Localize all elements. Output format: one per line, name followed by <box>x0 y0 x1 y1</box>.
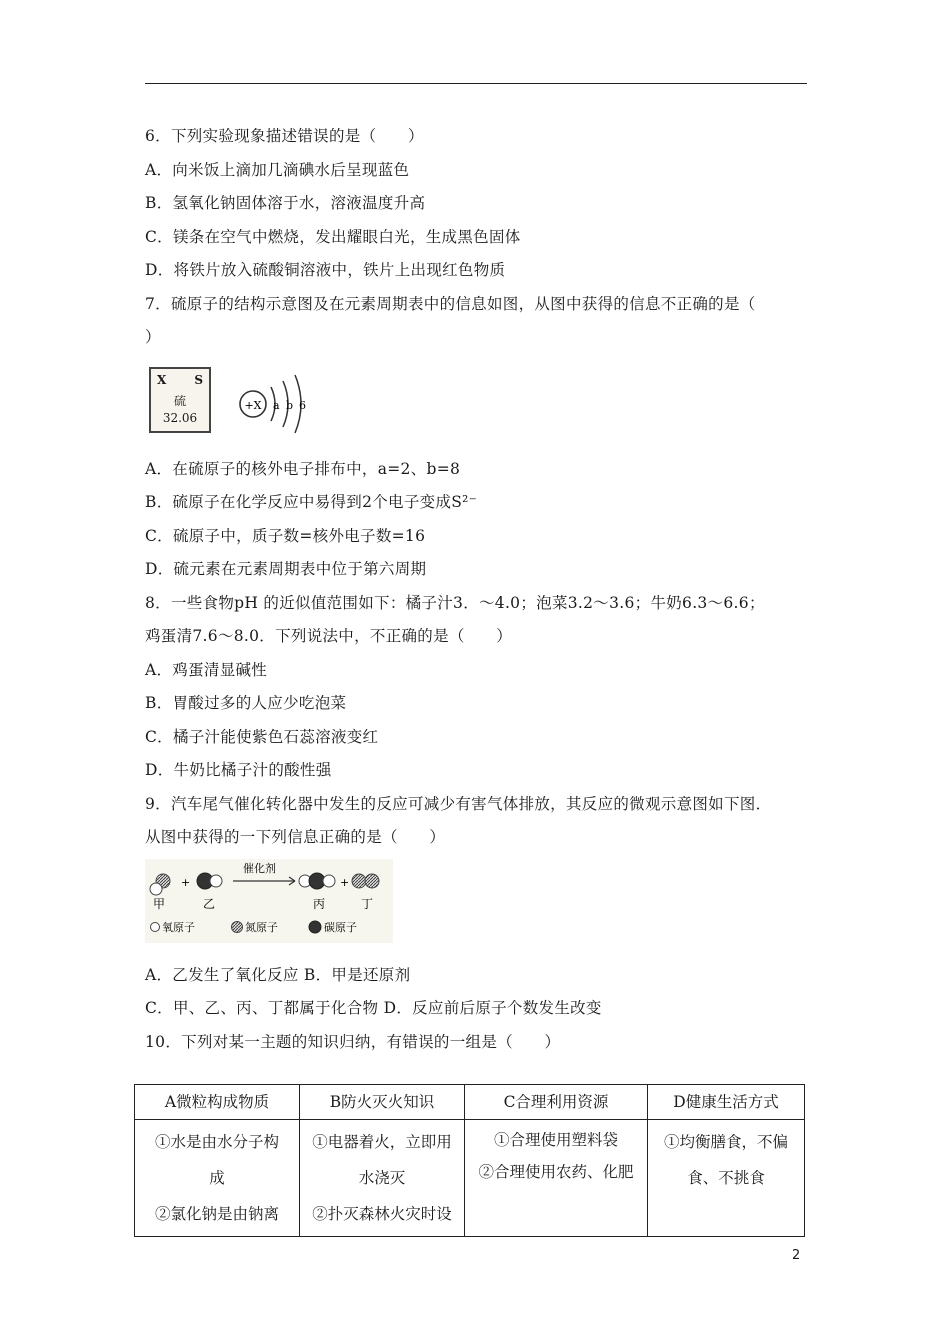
periodic-table-cell <box>149 367 211 433</box>
q6-stem: 6．下列实验现象描述错误的是（ ） <box>145 127 424 145</box>
atom-structure-diagram <box>231 363 331 439</box>
header-rule <box>145 83 807 84</box>
element-symbol: S <box>194 372 203 387</box>
cell-a <box>135 1120 300 1237</box>
q6-option-d: D．将铁片放入硫酸铜溶液中，铁片上出现红色物质 <box>145 261 506 279</box>
q6-option-b: B．氢氧化钠固体溶于水，溶液温度升高 <box>145 194 426 212</box>
q8-stem-line1: 8．一些食物pH 的近似值范围如下：橘子汁3．～4.0；泡菜3.2～3.6；牛奶6.3～6.6； <box>145 593 765 612</box>
cell-b-line2: 水浇灭 <box>358 1169 406 1187</box>
q8-option-a: A．鸡蛋清显碱性 <box>145 660 268 679</box>
element-name: 硫 <box>173 393 186 408</box>
page-content <box>145 120 815 1059</box>
plus-sign-1: + <box>181 875 191 889</box>
cell-a-line3: ②氯化钠是由钠离 <box>154 1205 279 1223</box>
catalyst-label: 催化剂 <box>243 861 276 875</box>
shell-2-count: b <box>286 398 294 412</box>
plus-sign-2: + <box>340 875 350 889</box>
sulfur-figure <box>145 363 815 441</box>
header-c: C合理利用资源 <box>465 1085 648 1120</box>
table-header-row <box>135 1085 805 1120</box>
legend-nitrogen: 氮原子 <box>245 920 278 934</box>
q10-stem: 10．下列对某一主题的知识归纳，有错误的一组是（ ） <box>145 1032 561 1051</box>
page-number: 2 <box>792 1248 801 1263</box>
atomic-mass: 32.06 <box>162 410 198 425</box>
cell-b-line1: ①电器着火，立即用 <box>312 1133 452 1151</box>
label-bing: 丙 <box>313 896 326 911</box>
reaction-figure <box>145 859 815 945</box>
q7-option-a: A．在硫原子的核外电子排布中，a=2、b=8 <box>145 459 461 478</box>
element-number-label: X <box>157 372 167 387</box>
q6-option-c: C．镁条在空气中燃烧，发出耀眼白光，生成黑色固体 <box>145 227 521 246</box>
q7-stem-line1: 7．硫原子的结构示意图及在元素周期表中的信息如图，从图中获得的信息不正确的是（ <box>145 294 756 313</box>
cell-b-line3: ②扑灭森林火灾时设 <box>312 1205 452 1223</box>
q7-option-d: D．硫元素在元素周期表中位于第六周期 <box>145 560 427 578</box>
shell-1-count: a <box>273 398 280 412</box>
knowledge-table <box>134 1084 805 1237</box>
q9-options-line2: C．甲、乙、丙、丁都属于化合物 D．反应前后原子个数发生改变 <box>145 999 602 1017</box>
header-a: A微粒构成物质 <box>135 1085 300 1120</box>
header-b: B防火灭火知识 <box>300 1085 465 1120</box>
cell-d-line2: 食、不挑食 <box>687 1169 765 1187</box>
cell-c-line2: ②合理使用农药、化肥 <box>478 1163 634 1181</box>
legend-oxygen: 氧原子 <box>162 920 195 934</box>
q9-options-line1: A．乙发生了氧化反应 B．甲是还原剂 <box>145 965 411 984</box>
nucleus-charge: +X <box>244 398 262 412</box>
q6-option-a: A．向米饭上滴加几滴碘水后呈现蓝色 <box>145 160 410 179</box>
legend-carbon: 碳原子 <box>324 920 357 934</box>
reaction-diagram <box>145 859 395 945</box>
cell-a-line1: ①水是由水分子构 <box>154 1133 279 1151</box>
q8-option-c: C．橘子汁能使紫色石蕊溶液变红 <box>145 727 379 746</box>
q9-stem-line1: 9．汽车尾气催化转化器中发生的反应可减少有害气体排放，其反应的微观示意图如下图． <box>145 794 772 813</box>
label-ding: 丁 <box>361 896 374 911</box>
cell-d-line1: ①均衡膳食，不偏 <box>663 1133 788 1151</box>
label-yi: 乙 <box>203 896 216 911</box>
cell-d <box>648 1120 805 1237</box>
molecule-bing <box>299 873 335 889</box>
legend-oxygen-swatch <box>151 922 160 931</box>
q7-stem-line2: ） <box>145 328 161 346</box>
molecule-yi <box>197 873 222 889</box>
q8-stem-line2: 鸡蛋清7.6～8.0．下列说法中，不正确的是（ ） <box>145 627 513 645</box>
legend-nitrogen-swatch <box>232 921 243 932</box>
q9-stem-line2: 从图中获得的一下列信息正确的是（ ） <box>145 828 446 846</box>
label-jia: 甲 <box>153 896 166 911</box>
legend-carbon-swatch <box>309 921 321 933</box>
cell-b <box>300 1120 465 1237</box>
cell-c-line1: ①合理使用塑料袋 <box>493 1131 618 1149</box>
cell-a-line2: 成 <box>209 1169 225 1187</box>
cell-c <box>465 1120 648 1237</box>
table-row <box>135 1120 805 1237</box>
q8-option-d: D．牛奶比橘子汁的酸性强 <box>145 761 332 779</box>
q7-option-b: B．硫原子在化学反应中易得到2个电子变成S²⁻ <box>145 493 478 511</box>
q7-option-c: C．硫原子中，质子数=核外电子数=16 <box>145 526 426 545</box>
q8-option-b: B．胃酸过多的人应少吃泡菜 <box>145 694 347 712</box>
header-d: D健康生活方式 <box>648 1085 805 1120</box>
shell-3-count: 6 <box>299 398 306 412</box>
